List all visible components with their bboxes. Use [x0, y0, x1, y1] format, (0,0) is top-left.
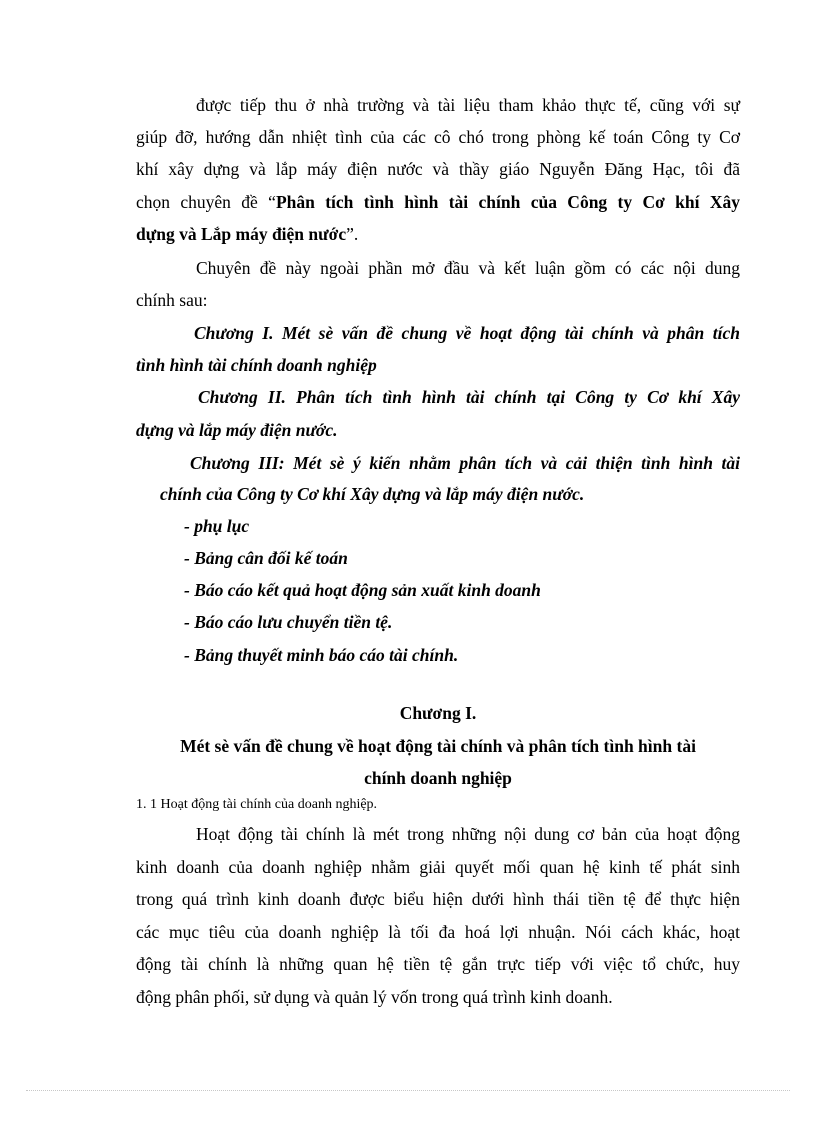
body-line-5: động tài chính là những quan hệ tiền tệ gắn trực tiếp với việc tổ chức, huy [136, 954, 740, 974]
intro-closing-quote: ”. [346, 224, 359, 244]
page-bottom-divider [26, 1090, 790, 1091]
chapter-3-line-1: Chương III: Mét sè ý kiến nhằm phân tích và cải thiện tình hình tài [190, 453, 740, 473]
chapter-2-line-1: Chương II. Phân tích tình hình tài chính tại Công ty Cơ khí Xây [198, 387, 740, 407]
appendix-item: - phụ lục [184, 516, 250, 536]
intro-text: chọn chuyên đề “ [136, 192, 276, 212]
section-heading: 1. 1 Hoạt động tài chính của doanh nghiệp. [136, 797, 378, 812]
intro-line-1: được tiếp thu ở nhà trường và tài liệu tham khảo thực tế, cũng với sự [196, 95, 740, 115]
appendix-item: - Báo cáo lưu chuyển tiền tệ. [184, 612, 393, 632]
body-line-1: Hoạt động tài chính là mét trong những nội dung cơ bản của hoạt động [196, 824, 740, 844]
scope-line-2: chính sau: [136, 290, 208, 310]
chapter-1-line-2: tình hình tài chính doanh nghiệp [136, 355, 377, 375]
chapter-2-line-2: dựng và lắp máy điện nước. [136, 420, 338, 440]
body-line-6: động phân phối, sử dụng và quản lý vốn trong quá trình kinh doanh. [136, 987, 613, 1007]
body-line-2: kinh doanh của doanh nghiệp nhằm giải quyết mối quan hệ kinh tế phát sinh [136, 857, 740, 877]
appendix-item: - Bảng thuyết minh báo cáo tài chính. [184, 645, 459, 665]
intro-line-2: giúp đỡ, hướng dẫn nhiệt tình của các cô chó trong phòng kế toán Công ty Cơ [136, 127, 740, 147]
intro-line-4 [136, 186, 740, 218]
appendix-item: - Bảng cân đối kế toán [184, 548, 348, 568]
chapter-title-line-1: Mét sè vấn đề chung về hoạt động tài chính và phân tích tình hình tài [180, 736, 696, 756]
scope-line-1: Chuyên đề này ngoài phần mở đầu và kết luận gồm có các nội dung [196, 258, 740, 278]
chapter-1-line-1: Chương I. Mét sè vấn đề chung về hoạt động tài chính và phân tích [194, 323, 740, 343]
chapter-heading: Chương I. [399, 703, 477, 723]
body-line-3: trong quá trình kinh doanh được biểu hiện dưới hình thái tiền tệ để thực hiện [136, 889, 740, 909]
intro-line-3: khí xây dựng và lắp máy điện nước và thầy giáo Nguyễn Đăng Hạc, tôi đã [136, 159, 740, 179]
topic-title-part-2: dựng và Lắp máy điện nước [136, 224, 347, 244]
body-line-4: các mục tiêu của doanh nghiệp là tối đa hoá lợi nhuận. Nói cách khác, hoạt [136, 922, 740, 942]
appendix-item: - Báo cáo kết quả hoạt động sản xuất kinh doanh [184, 580, 541, 600]
intro-line-5 [136, 218, 358, 250]
chapter-3-line-2: chính của Công ty Cơ khí Xây dựng và lắp máy điện nước. [160, 484, 585, 504]
chapter-title-line-2: chính doanh nghiệp [364, 768, 512, 788]
topic-title-part-1: Phân tích tình hình tài chính của Công ty Cơ khí Xây [275, 192, 740, 212]
